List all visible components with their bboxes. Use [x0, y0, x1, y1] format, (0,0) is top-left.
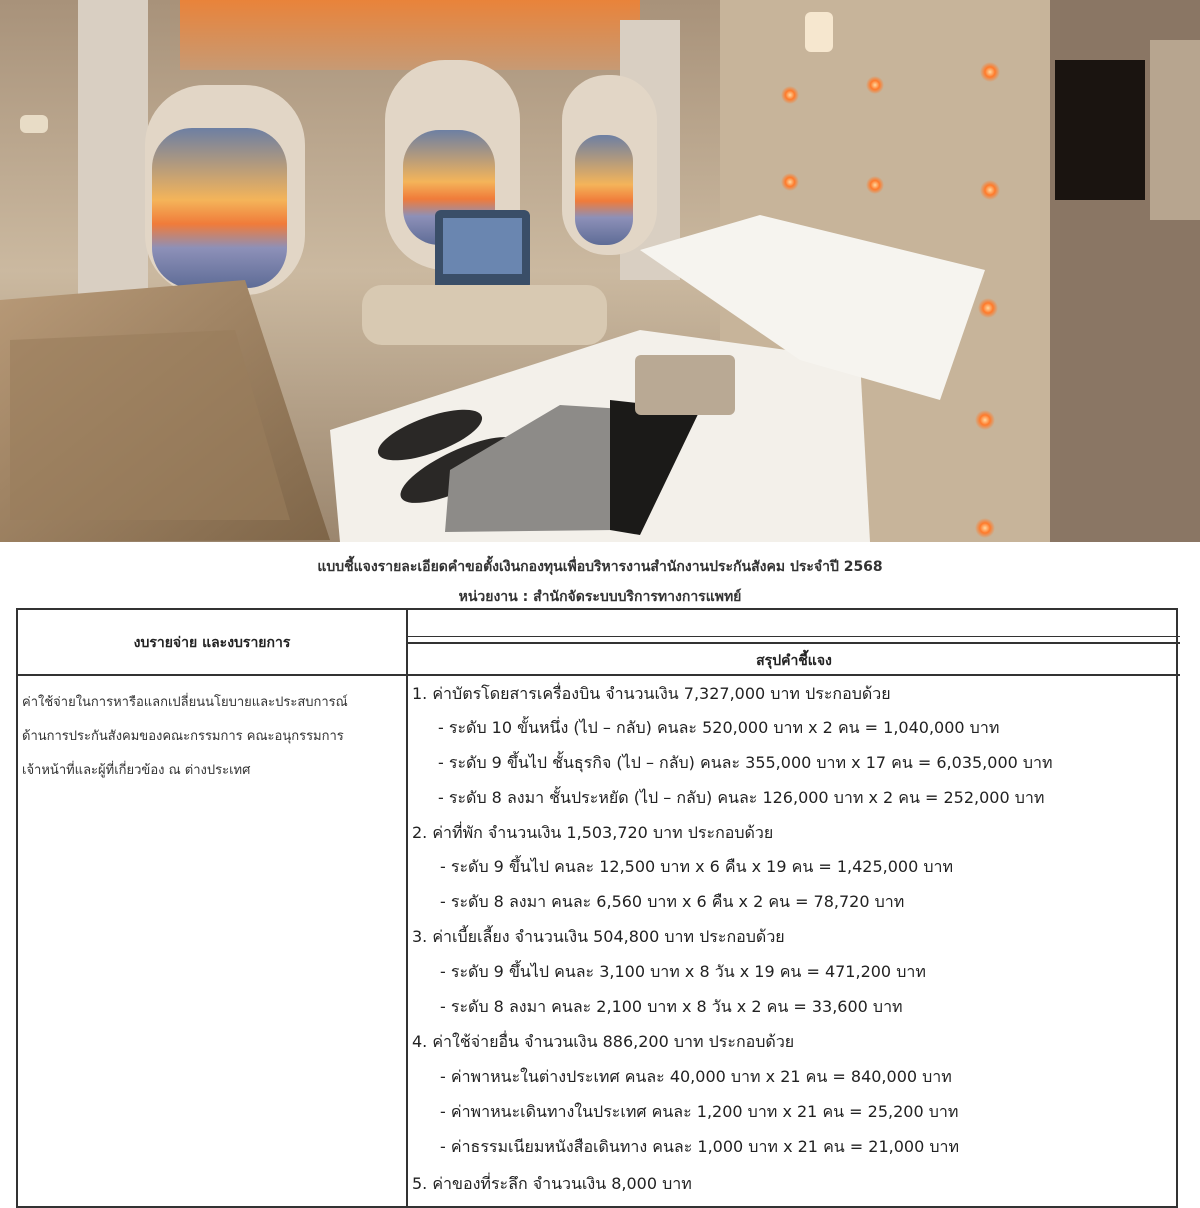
unit-line: หน่วยงาน : สำนักจัดระบบบริการทางการแพทย์ — [458, 589, 742, 605]
sub-item: - ค่าพาหนะในต่างประเทศ คนละ 40,000 บาท x 21 คน = 840,000 บาท — [440, 1067, 952, 1086]
explanation-table — [16, 608, 1178, 1208]
item-other-expenses: 4. ค่าใช้จ่ายอื่น จำนวนเงิน 886,200 บาท ประกอบด้วย — [412, 1032, 795, 1051]
header-divider-right-mid — [408, 642, 1180, 644]
sub-item: - ระดับ 8 ลงมา คนละ 6,560 บาท x 6 คืน x 2 คน = 78,720 บาท — [440, 892, 905, 911]
sub-item: - ระดับ 9 ขึ้นไป คนละ 3,100 บาท x 8 วัน x 19 คน = 471,200 บาท — [440, 962, 926, 981]
sub-item: - ระดับ 10 ขั้นหนึ่ง (ไป – กลับ) คนละ 520,000 บาท x 2 คน = 1,040,000 บาท — [438, 718, 1000, 737]
cabin-illustration — [0, 0, 1200, 542]
header-divider-left — [18, 674, 408, 676]
summary-header: สรุปคำชี้แจง — [756, 653, 832, 669]
cabin-photo — [0, 0, 1200, 542]
sub-item: - ระดับ 8 ลงมา ชั้นประหยัด (ไป – กลับ) คนละ 126,000 บาท x 2 คน = 252,000 บาท — [438, 788, 1045, 807]
header-divider-right-bottom — [408, 674, 1180, 676]
budget-document — [0, 542, 1200, 1200]
header-divider-right-top — [408, 636, 1180, 637]
description-line: ด้านการประกันสังคมของคณะกรรมการ คณะอนุกรรมการ — [22, 729, 344, 744]
description-line: เจ้าหน้าที่และผู้ที่เกี่ยวข้อง ณ ต่างประเทศ — [22, 763, 251, 778]
column-divider — [406, 610, 408, 1206]
sub-item: - ค่าธรรมเนียมหนังสือเดินทาง คนละ 1,000 บาท x 21 คน = 21,000 บาท — [440, 1137, 960, 1156]
document-title: แบบชี้แจงรายละเอียดคำขอตั้งเงินกองทุนเพื่อบริหารงานสำนักงานประกันสังคม ประจำปี 2568 — [317, 559, 883, 575]
sub-item: - ระดับ 9 ขึ้นไป คนละ 12,500 บาท x 6 คืน x 19 คน = 1,425,000 บาท — [440, 857, 954, 876]
description-line: ค่าใช้จ่ายในการหารือแลกเปลี่ยนนโยบายและประสบการณ์ — [22, 695, 348, 710]
item-accommodation: 2. ค่าที่พัก จำนวนเงิน 1,503,720 บาท ประกอบด้วย — [412, 823, 774, 842]
item-airfare: 1. ค่าบัตรโดยสารเครื่องบิน จำนวนเงิน 7,327,000 บาท ประกอบด้วย — [412, 684, 891, 703]
expense-description — [22, 686, 402, 788]
item-allowance: 3. ค่าเบี้ยเลี้ยง จำนวนเงิน 504,800 บาท ประกอบด้วย — [412, 927, 785, 946]
budget-items-header: งบรายจ่าย และงบรายการ — [133, 635, 291, 651]
sub-item: - ระดับ 9 ขึ้นไป ชั้นธุรกิจ (ไป – กลับ) คนละ 355,000 บาท x 17 คน = 6,035,000 บาท — [438, 753, 1053, 772]
sub-item: - ค่าพาหนะเดินทางในประเทศ คนละ 1,200 บาท x 21 คน = 25,200 บาท — [440, 1102, 959, 1121]
sub-item: - ระดับ 8 ลงมา คนละ 2,100 บาท x 8 วัน x 2 คน = 33,600 บาท — [440, 997, 903, 1016]
item-souvenirs: 5. ค่าของที่ระลึก จำนวนเงิน 8,000 บาท — [412, 1174, 692, 1193]
